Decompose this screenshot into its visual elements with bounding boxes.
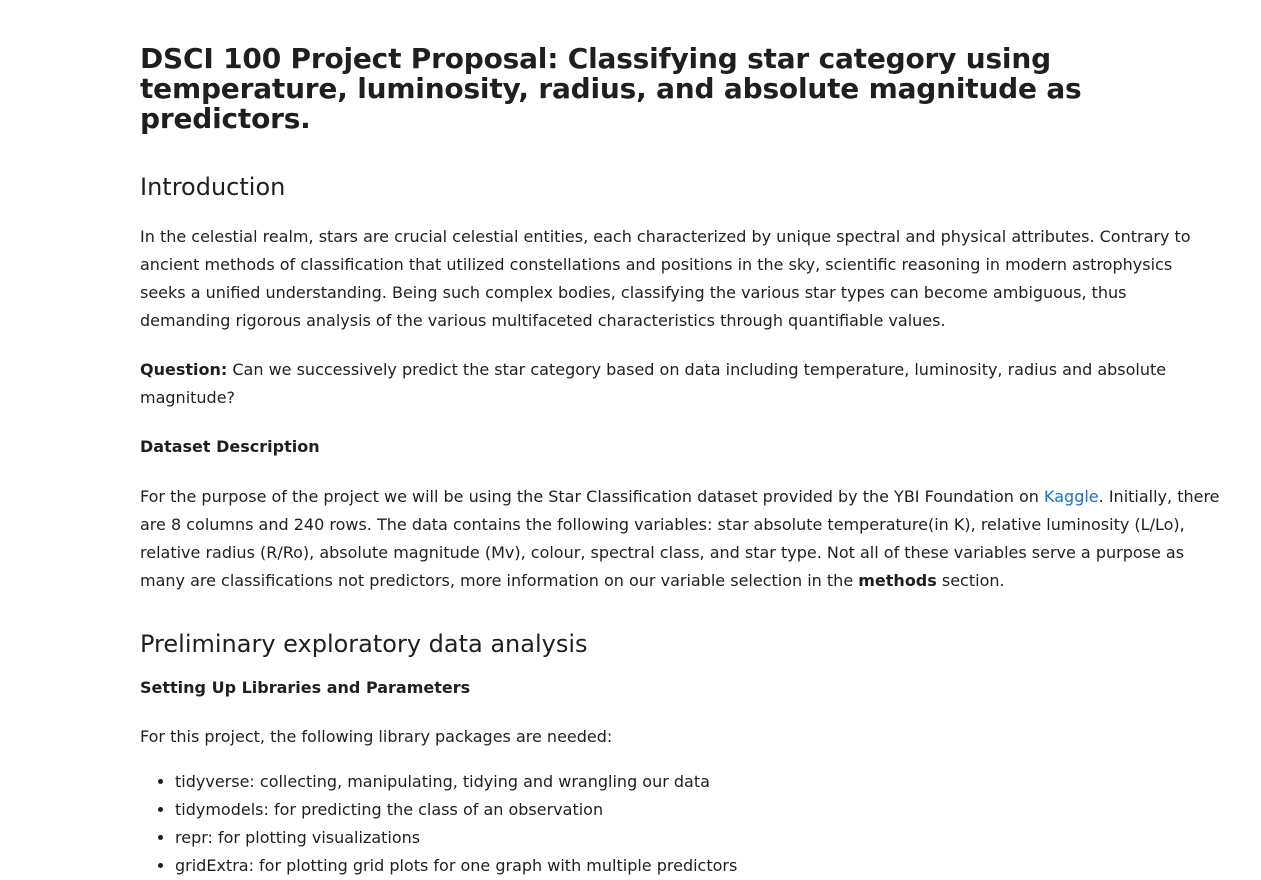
kaggle-link[interactable]: Kaggle: [1044, 487, 1099, 506]
packages-list: [140, 768, 1220, 880]
question-paragraph: [140, 356, 1220, 412]
dataset-text-after-link: . Initially, there are 8 columns and 240 rows. The data contains the following variables: star absolute temperature(in K), relative luminosity (L/Lo), relative radius (R/Ro), absolute magnitude (Mv), colour, spectral class, and star type. Not all of these variables serve a purpose as many are classifications not predictors, more information on our variable selection in the: [140, 487, 1220, 590]
methods-bold-word: methods: [858, 571, 937, 590]
dataset-text-before-link: For the purpose of the project we will be using the Star Classification dataset provided by the YBI Foundation on: [140, 487, 1045, 506]
list-item: • tidymodels: for predicting the class of an observation: [175, 796, 1220, 824]
setup-libraries-heading: Setting Up Libraries and Parameters: [140, 678, 471, 697]
dataset-description-heading: Dataset Description: [140, 437, 320, 456]
list-item: • tidyverse: collecting, manipulating, tidying and wrangling our data: [175, 768, 1220, 796]
list-item: • gridExtra: for plotting grid plots for one graph with multiple predictors: [175, 852, 1220, 880]
question-label: Question:: [140, 360, 228, 379]
notebook-document: [140, 44, 1220, 880]
question-text: Can we successively predict the star category based on data including temperature, luminosity, radius and absolute magnitude?: [140, 360, 1167, 407]
dataset-text-end: section.: [936, 571, 1005, 590]
introduction-paragraph: In the celestial realm, stars are crucial celestial entities, each characterized by unique spectral and physical attributes. Contrary to ancient methods of classification that utilized constellations and positions in the sky, scientific reasoning in modern astrophysics seeks a unified understanding. Being such complex bodies, classifying the various star types can become ambiguous, thus demanding rigorous analysis of the various multifaceted characteristics through quantifiable values.: [140, 227, 1191, 330]
page-title: DSCI 100 Project Proposal: Classifying star category using temperature, luminosity, radius, and absolute magnitude as predictors.: [140, 42, 1082, 135]
introduction-heading: Introduction: [140, 173, 286, 201]
preliminary-analysis-heading: Preliminary exploratory data analysis: [140, 630, 588, 658]
dataset-description-paragraph: [140, 483, 1220, 595]
packages-intro-paragraph: For this project, the following library packages are needed:: [140, 727, 613, 746]
list-item: • repr: for plotting visualizations: [175, 824, 1220, 852]
